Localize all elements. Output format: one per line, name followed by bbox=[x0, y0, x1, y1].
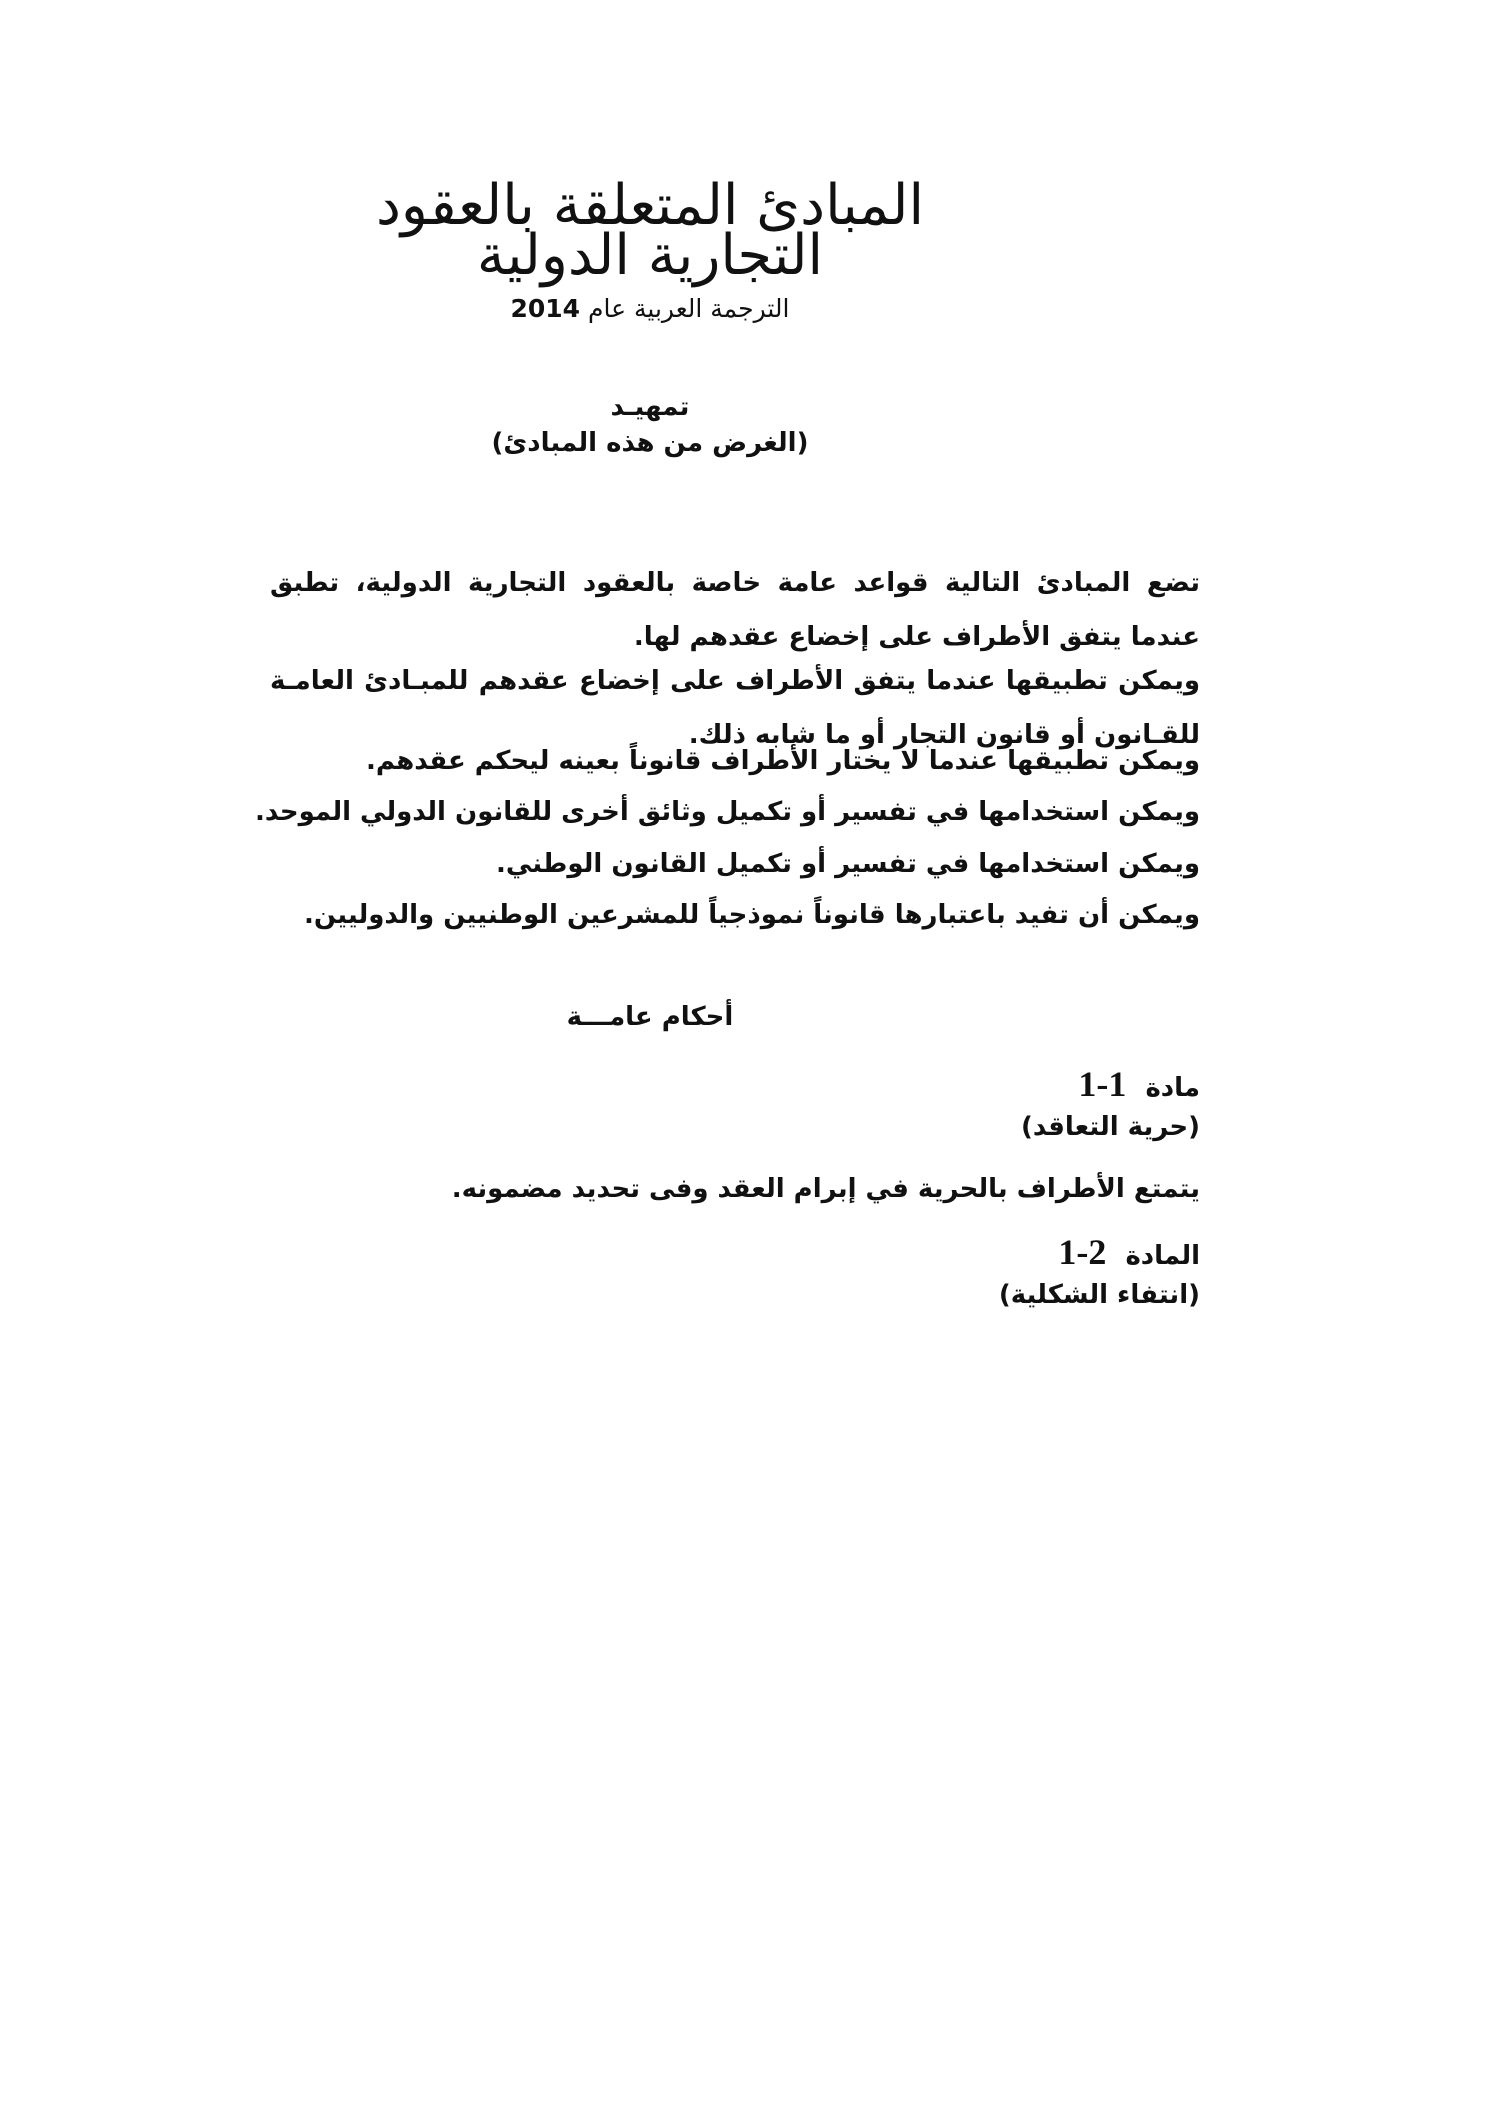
preamble-paragraph-1: تضع المبادئ التالية قواعد عامة خاصة بالعقود التجارية الدولية، تطبق عندما يتفق الأطراف على إخضاع عقدهم لها. bbox=[270, 568, 1200, 652]
article-number: 1-1 bbox=[1078, 1064, 1127, 1104]
document-title-line-2: التجارية الدولية bbox=[476, 223, 824, 288]
preamble-heading: تمهيـد bbox=[610, 392, 690, 422]
article-label-word: مادة bbox=[1145, 1073, 1200, 1103]
article-1-2-caption: (انتفاء الشكلية) bbox=[998, 1280, 1200, 1310]
article-1-1-caption: (حرية التعاقد) bbox=[1020, 1112, 1200, 1142]
article-1-2-label bbox=[600, 1234, 1200, 1270]
article-label-word: المادة bbox=[1125, 1241, 1200, 1271]
article-1-1-label bbox=[600, 1066, 1200, 1102]
document-title-line-1: المبادئ المتعلقة بالعقود bbox=[375, 173, 925, 238]
document-subtitle bbox=[250, 296, 1050, 321]
preamble-paragraph-4: ويمكن استخدامها في تفسير أو تكميل وثائق أخرى للقانون الدولي الموحد. bbox=[254, 797, 1200, 827]
general-provisions-heading: أحكام عامـــة bbox=[566, 1002, 734, 1032]
subtitle-year: 2014 bbox=[510, 294, 581, 323]
preamble-paragraph-5: ويمكن استخدامها في تفسير أو تكميل القانون الوطني. bbox=[496, 849, 1200, 879]
subtitle-text: الترجمة العربية عام bbox=[588, 294, 790, 323]
article-1-1-text: يتمتع الأطراف بالحرية في إبرام العقد وفى تحديد مضمونه. bbox=[451, 1174, 1200, 1204]
preamble-subheading: (الغرض من هذه المبادئ) bbox=[491, 428, 809, 458]
preamble-paragraph-6: ويمكن أن تفيد باعتبارها قانوناً نموذجياً للمشرعين الوطنيين والدوليين. bbox=[303, 900, 1200, 930]
article-number: 1-2 bbox=[1058, 1232, 1107, 1272]
preamble-paragraph-3: ويمكن تطبيقها عندما لا يختار الأطراف قانوناً بعينه ليحكم عقدهم. bbox=[365, 746, 1200, 776]
preamble-paragraph-2: ويمكن تطبيقها عندما يتفق الأطراف على إخضاع عقدهم للمبـادئ العامـة للقـانون أو قانون التجار أو ما شابه ذلك. bbox=[270, 666, 1200, 750]
